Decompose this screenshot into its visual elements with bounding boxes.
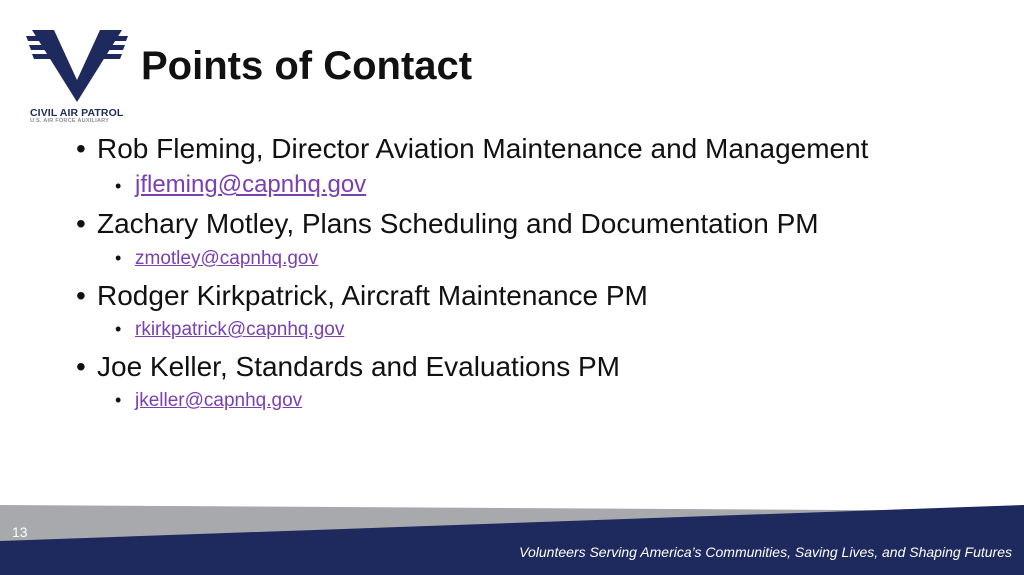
contact-name-kirkpatrick [76,280,648,312]
contact-email-kirkpatrick [115,319,344,341]
logo-subtitle: U.S. AIR FORCE AUXILIARY [30,118,110,124]
footer-stripes [0,497,1024,575]
contact-name-motley [76,208,819,240]
email-link[interactable]: zmotley@capnhq.gov [135,248,318,269]
bullet-icon: • [76,280,86,311]
contact-name-fleming [76,133,868,165]
email-link[interactable]: rkirkpatrick@capnhq.gov [135,319,345,340]
bullet-icon: • [76,133,86,164]
bullet-icon: • [115,248,122,268]
bullet-icon: • [115,319,122,339]
email-link[interactable]: jkeller@capnhq.gov [135,390,303,411]
contact-email-keller [115,390,302,412]
civil-air-patrol-logo [26,28,128,126]
logo-name: CIVIL AIR PATROL [30,107,124,119]
contact-email-fleming [115,171,366,199]
contact-name-text: Rodger Kirkpatrick, Aircraft Maintenance PM [97,280,648,311]
contact-name-text: Rob Fleming, Director Aviation Maintenance and Management [97,133,869,164]
page-number: 13 [12,524,28,540]
bullet-icon: • [115,176,122,196]
bullet-icon: • [115,390,122,410]
email-link[interactable]: jfleming@capnhq.gov [135,171,367,198]
contact-name-text: Zachary Motley, Plans Scheduling and Documentation PM [97,208,819,239]
footer-band [0,497,1024,575]
bullet-icon: • [76,351,86,382]
slide-title: Points of Contact [141,44,473,88]
contact-name-text: Joe Keller, Standards and Evaluations PM [97,351,620,382]
cap-wing-chevron-icon [26,28,128,106]
contact-name-keller [76,351,620,383]
bullet-icon: • [76,208,86,239]
footer-tagline: Volunteers Serving America’s Communities, Saving Lives, and Shaping Futures [519,544,1012,560]
contact-email-motley [115,248,318,270]
